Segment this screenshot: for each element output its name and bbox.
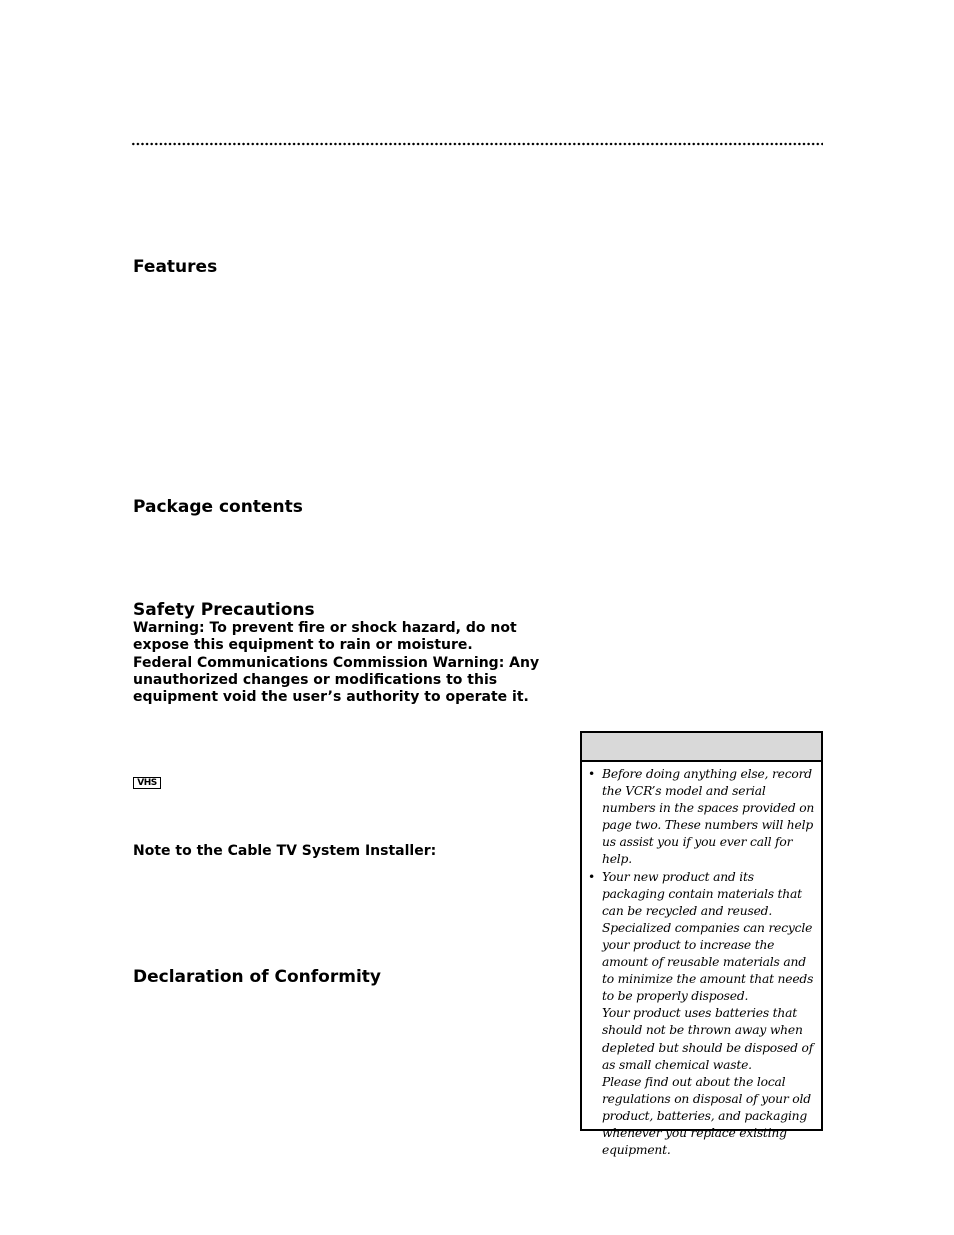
note-paragraph: Before doing anything else, record the VCR’s model and serial numbers in the spaces provided on page two. These numbers will help us assist you if you ever call for help. (602, 767, 815, 867)
note-paragraph: Your product uses batteries that should not be thrown away when depleted but should be disposed of as small chemical waste. (602, 1006, 814, 1072)
notes-box-header (582, 733, 821, 762)
vhs-logo-icon: VHS (133, 777, 161, 789)
package-contents-heading: Package contents (133, 497, 303, 517)
note-paragraph: Your new product and its packaging contain materials that can be recycled and reused. Specialized companies can recycle your product to increase the amount of reusable materials and to minimize the amount that needs to be properly disposed. (602, 869, 814, 1004)
dotted-rule (131, 142, 823, 146)
fcc-warning: Federal Communications Commission Warning: Any unauthorized changes or modifications to this equipment void the user’s authority to operate it. (133, 654, 540, 706)
bullet-icon: • (588, 869, 596, 884)
safety-warnings (133, 620, 563, 706)
safety-precautions-heading: Safety Precautions (133, 600, 315, 620)
notes-box (580, 731, 823, 1158)
cable-installer-note-heading: Note to the Cable TV System Installer: (133, 843, 437, 859)
bullet-icon: • (588, 767, 596, 781)
features-heading: Features (133, 257, 218, 277)
notes-list (582, 762, 821, 1159)
note-paragraph: Please find out about the local regulations on disposal of your old product, batteries, and packaging whenever you replace existing equipment. (602, 1074, 811, 1158)
note-item (587, 869, 817, 1160)
note-item (587, 766, 817, 869)
fire-shock-warning: Warning: To prevent fire or shock hazard, do not expose this equipment to rain or moisture. (133, 620, 517, 654)
declaration-of-conformity-heading: Declaration of Conformity (133, 967, 381, 987)
